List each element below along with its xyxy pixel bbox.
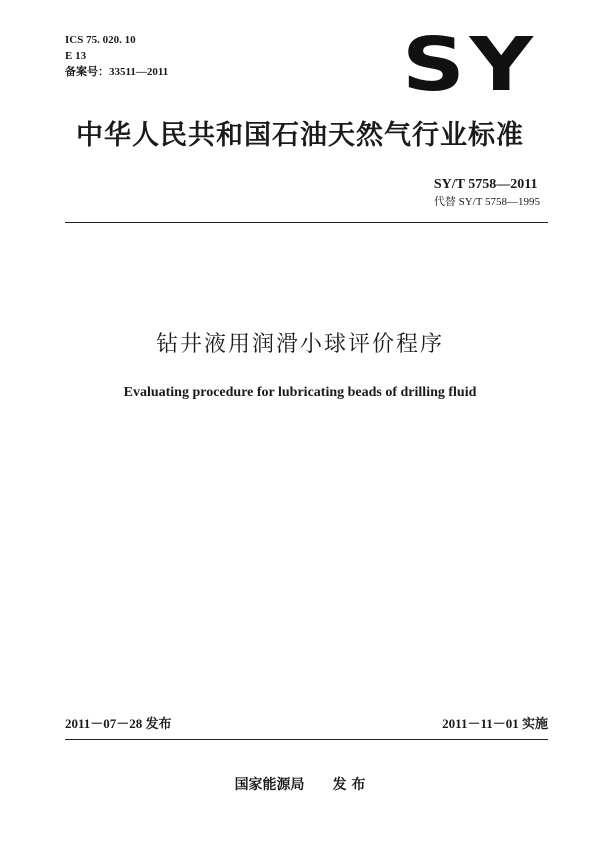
top-divider (65, 222, 548, 223)
document-title-chinese: 钻井液用润滑小球评价程序 (155, 332, 444, 357)
replaces-standard: 代替 SY/T 5758—1995 (433, 196, 540, 208)
implementation-date: 2011－11－01 实施 (442, 716, 548, 731)
filing-number: 备案号：33511—2011 (65, 66, 169, 78)
publisher-line (0, 775, 600, 795)
issue-date: 2011－07－28 发布 (65, 716, 172, 731)
document-metadata (65, 32, 168, 80)
standard-codes (434, 176, 540, 210)
document-title-english: Evaluating procedure for lubricating beads of drilling fluid (123, 385, 477, 400)
bottom-divider (65, 739, 548, 740)
standard-number: SY/T 5758—2011 (433, 177, 538, 192)
ics-code: ICS 75. 020. 10 (65, 34, 136, 46)
sy-logo: SY (402, 22, 538, 108)
publisher-name: 国家能源局 (234, 777, 305, 793)
classification-code: E 13 (65, 50, 87, 62)
publish-action: 发 布 (332, 777, 366, 793)
organization-title: 中华人民共和国石油天然气行业标准 (76, 120, 524, 151)
